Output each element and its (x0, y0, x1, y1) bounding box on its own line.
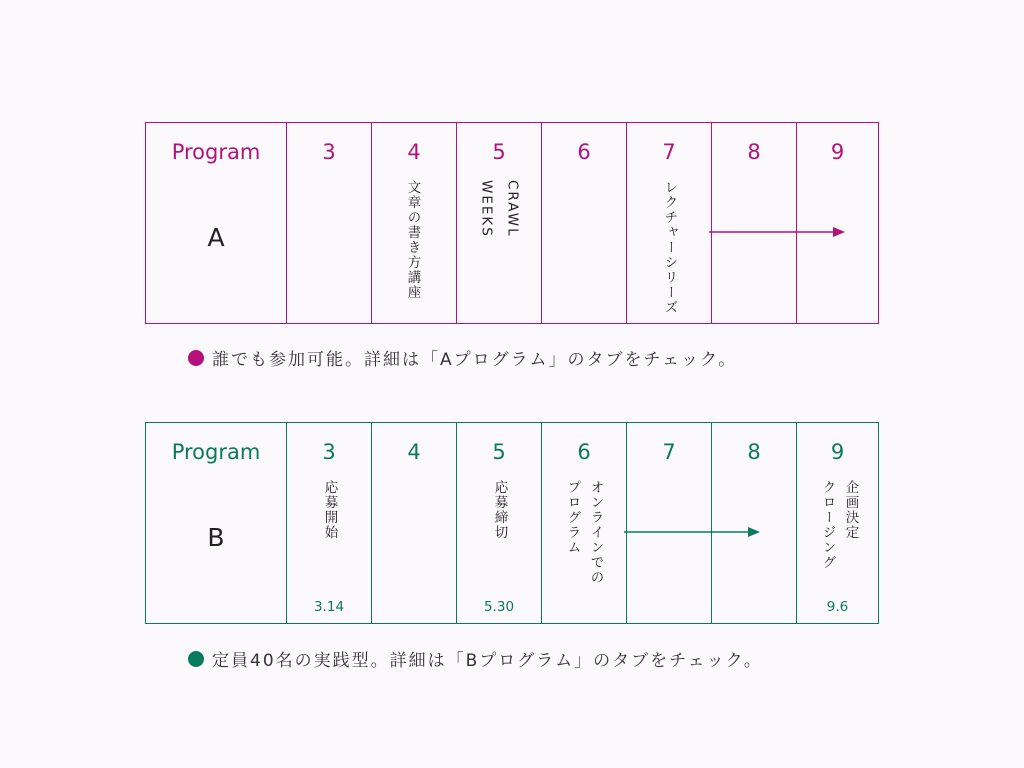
lecture-series-event: レクチャーシリーズ (661, 180, 678, 315)
month-label: 8 (747, 440, 761, 464)
program-a-note-text: 誰でも参加可能。詳細は「Aプログラム」のタブをチェック。 (212, 350, 738, 370)
program-b-month-7 (626, 423, 711, 623)
program-a-month-4 (371, 123, 456, 323)
lecture-series-arrow (709, 224, 849, 240)
month-label: 6 (577, 140, 591, 164)
month-label: 4 (407, 140, 421, 164)
program-a-header: Program (171, 140, 261, 164)
application-deadline-date: 5.30 (483, 599, 515, 615)
program-b-month-4 (371, 423, 456, 623)
month-label: 3 (322, 140, 336, 164)
closing-date: 9.6 (826, 599, 849, 615)
month-label: 3 (322, 440, 336, 464)
program-b-schedule (145, 422, 879, 624)
weeks-event: WEEKS (478, 180, 495, 238)
program-b-header: Program (171, 440, 261, 464)
program-b-month-6 (541, 423, 626, 623)
program-b-note (188, 646, 763, 671)
magenta-bullet-icon (188, 350, 204, 366)
month-label: 8 (747, 140, 761, 164)
month-label: 5 (492, 140, 506, 164)
month-label: 5 (492, 440, 506, 464)
program-a-month-7 (626, 123, 711, 323)
program-a-month-8 (711, 123, 796, 323)
program-a-note (188, 345, 737, 370)
crawl-event: CRAWL (504, 180, 521, 238)
month-label: 7 (662, 140, 676, 164)
program-a-label-cell (146, 123, 286, 323)
online-program-arrow (624, 524, 764, 540)
month-label: 6 (577, 440, 591, 464)
application-open-date: 3.14 (313, 599, 345, 615)
closing-event-line2: クロージング (819, 480, 836, 570)
program-b-letter: B (207, 523, 225, 552)
program-b-month-9 (796, 423, 878, 623)
program-a-month-6 (541, 123, 626, 323)
closing-event-line1: 企画決定 (842, 480, 859, 540)
program-b-month-5 (456, 423, 541, 623)
program-a-month-9 (796, 123, 878, 323)
application-open-event: 応募開始 (321, 480, 338, 540)
month-label: 7 (662, 440, 676, 464)
program-b-month-8 (711, 423, 796, 623)
program-a-month-3 (286, 123, 371, 323)
program-b-note-text: 定員40名の実践型。詳細は「Bプログラム」のタブをチェック。 (212, 651, 763, 671)
month-label: 9 (830, 440, 845, 464)
month-label: 9 (830, 140, 845, 164)
application-deadline-event: 応募締切 (491, 480, 508, 540)
green-bullet-icon (188, 651, 204, 667)
writing-course-event: 文章の書き方講座 (404, 180, 421, 300)
program-b-label-cell (146, 423, 286, 623)
online-program-event-line1: オンラインでの (587, 480, 604, 585)
program-a-schedule (145, 122, 879, 324)
month-label: 4 (407, 440, 421, 464)
program-a-month-5 (456, 123, 541, 323)
program-a-letter: A (207, 223, 225, 252)
online-program-event-line2: プログラム (564, 480, 581, 555)
program-b-month-3 (286, 423, 371, 623)
